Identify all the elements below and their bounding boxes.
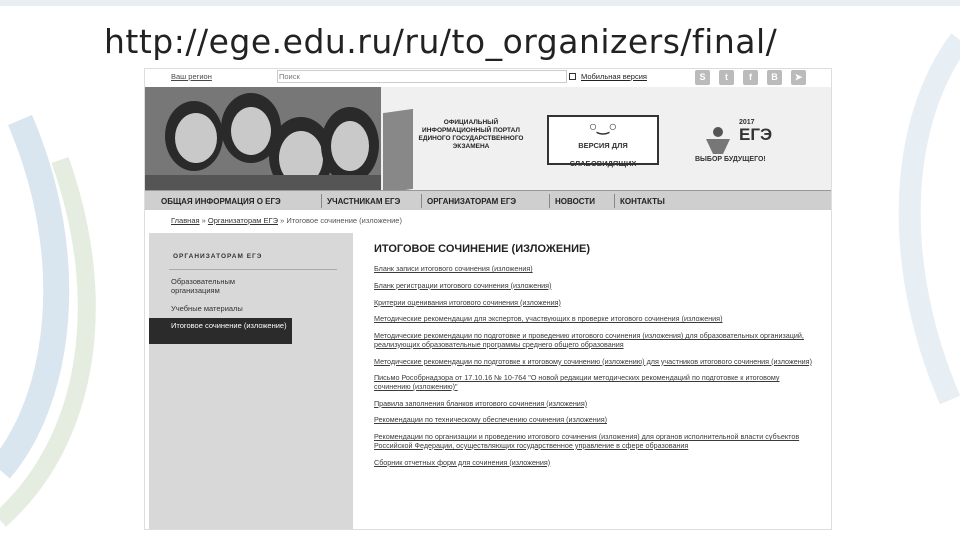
doc-link[interactable]: Письмо Рособрнадзора от 17.10.16 № 10-764 "О новой редакции методических рекомендаций по подготовке к итоговому сочинению (изложению)" (374, 373, 780, 391)
page-title: ИТОГОВОЕ СОЧИНЕНИЕ (ИЗЛОЖЕНИЕ) (374, 243, 591, 255)
breadcrumb-organizers[interactable]: Организаторам ЕГЭ (207, 216, 278, 225)
website-screenshot (144, 68, 832, 530)
vision-impaired-button[interactable] (547, 115, 659, 168)
ege-logo[interactable] (695, 119, 795, 169)
ege-logo-text: ЕГЭ (739, 125, 773, 144)
search-placeholder: Поиск (279, 72, 300, 81)
breadcrumb-separator: » (280, 216, 285, 225)
region-link[interactable]: Ваш регион (171, 72, 212, 81)
doc-link[interactable]: Правила заполнения бланков итогового сочинения (изложения) (374, 398, 588, 408)
ege-logo-year: 2017 (739, 119, 755, 126)
doc-link[interactable]: Бланк регистрации итогового сочинения (изложения) (374, 280, 552, 290)
vk-icon[interactable]: B (767, 70, 782, 85)
doc-link[interactable]: Рекомендации по техническому обеспечению сочинения (изложения) (374, 415, 608, 425)
slide-title: http://ege.edu.ru/ru/to_organizers/final/ (104, 22, 778, 61)
sidebar-title: ОРГАНИЗАТОРАМ ЕГЭ (173, 253, 263, 260)
top-bar (145, 69, 832, 87)
doc-link[interactable]: Сборник отчетных форм для сочинения (изложения) (374, 457, 551, 467)
facebook-icon[interactable]: f (743, 70, 758, 85)
nav-general-info[interactable]: ОБЩАЯ ИНФОРМАЦИЯ О ЕГЭ (161, 197, 281, 206)
ege-logo-slogan: ВЫБОР БУДУЩЕГО! (695, 156, 766, 163)
monitor-graphic (383, 109, 413, 193)
twitter-icon[interactable]: t (719, 70, 734, 85)
doc-link[interactable]: Методические рекомендации для экспертов, участвующих в проверке итогового сочинения (изложения) (374, 314, 723, 324)
breadcrumb-home[interactable]: Главная (171, 216, 200, 225)
ege-emblem-icon (703, 125, 733, 155)
skype-icon[interactable]: S (695, 70, 710, 85)
doc-link[interactable]: Методические рекомендации по подготовке и проведению итогового сочинения (изложения) для образовательных организаций, реализующих образовательные программы среднего общего образования (374, 331, 804, 349)
doc-link[interactable]: Методические рекомендации по подготовке к итоговому сочинению (изложению) для участников итогового сочинения (изложения) (374, 356, 812, 366)
breadcrumb-current: Итоговое сочинение (изложение) (286, 216, 402, 225)
mobile-checkbox[interactable] (569, 73, 576, 80)
main-nav (145, 190, 832, 210)
nav-contacts[interactable]: КОНТАКТЫ (620, 197, 665, 206)
mobile-version-link[interactable]: Мобильная версия (581, 72, 647, 81)
sidebar-item-learning-materials[interactable]: Учебные материалы (171, 304, 243, 313)
doc-link[interactable]: Бланк записи итогового сочинения (изложения) (374, 264, 533, 273)
nav-organizers[interactable]: ОРГАНИЗАТОРАМ ЕГЭ (427, 197, 517, 206)
document-links (374, 265, 814, 475)
sidebar-item-final-essay[interactable]: Итоговое сочинение (изложение) (149, 318, 292, 344)
vision-impaired-label: ВЕРСИЯ ДЛЯ СЛАБОВИДЯЩИХ (569, 141, 637, 168)
sidebar-divider (169, 269, 337, 270)
glasses-icon: ○‿○ (588, 118, 618, 134)
breadcrumb-separator: » (201, 216, 206, 225)
doc-link[interactable]: Рекомендации по организации и проведению итогового сочинения (изложения) для органов исполнительной власти субъектов Российской Федерации, осуществляющих государственное управление в сфере образования (374, 432, 800, 450)
breadcrumb (171, 216, 402, 225)
nav-participants[interactable]: УЧАСТНИКАМ ЕГЭ (327, 197, 401, 206)
search-input[interactable] (277, 70, 567, 83)
sidebar (149, 233, 353, 530)
portal-caption: ОФИЦИАЛЬНЫЙ ИНФОРМАЦИОННЫЙ ПОРТАЛ ЕДИНОГО ГОСУДАРСТВЕННОГО ЭКЗАМЕНА (418, 119, 524, 150)
nav-news[interactable]: НОВОСТИ (555, 197, 596, 206)
telegram-icon[interactable]: ➤ (791, 70, 806, 85)
sidebar-item-educational-orgs[interactable]: Образовательным организациям (171, 277, 236, 295)
doc-link[interactable]: Критерии оценивания итогового сочинения (изложения) (374, 297, 561, 307)
students-photo (145, 87, 381, 197)
